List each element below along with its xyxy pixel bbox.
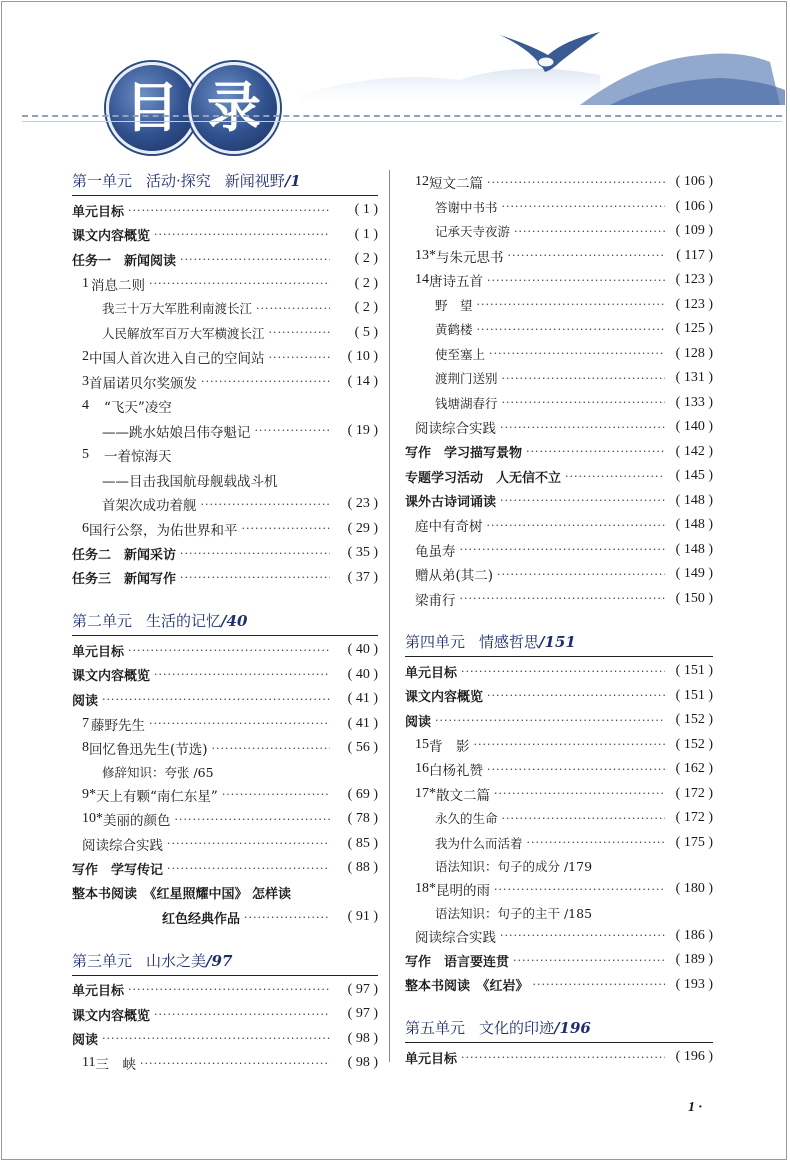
toc-leader-dots [487, 176, 665, 189]
toc-entry[interactable] [72, 663, 378, 688]
toc-entry[interactable] [405, 1045, 713, 1070]
toc-entry[interactable] [405, 219, 713, 244]
toc-entry[interactable] [72, 638, 378, 663]
toc-entry-title: 美丽的颜色 [103, 813, 171, 830]
toc-entry-page: ( 106 ) [675, 198, 713, 214]
toc-entry[interactable] [72, 198, 378, 223]
toc-entry-page: ( 123 ) [675, 272, 713, 288]
toc-entry-title: 中国人首次进入自己的空间站 [89, 351, 265, 368]
toc-entry-title: 国行公祭，为佑世界和平 [89, 522, 238, 539]
toc-entry-page: ( 142 ) [675, 443, 713, 459]
toc-entry-number: 14 [415, 272, 429, 288]
toc-entry-title: 单元目标 [72, 984, 125, 1000]
toc-leader-dots [487, 519, 666, 532]
toc-entry-title: 我三十万大军胜利南渡长江 [102, 301, 253, 317]
toc-entry-page: ( 148 ) [675, 517, 713, 533]
unit-label: 第二单元 [72, 612, 133, 630]
toc-leader-dots [489, 347, 665, 360]
toc-leader-dots [167, 837, 330, 850]
toc-leader-dots [242, 522, 331, 535]
toc-entry[interactable] [405, 464, 713, 489]
toc-entry-title: 阅读 [72, 1033, 99, 1049]
toc-leader-dots [255, 424, 331, 437]
unit-heading [405, 1017, 713, 1043]
toc-leader-dots [154, 668, 330, 681]
toc-entry-title: 阅读 [72, 693, 99, 709]
toc-entry-title: 消息二则 [91, 277, 146, 294]
unit-label: 第四单元 [405, 633, 466, 651]
toc-entry[interactable] [72, 272, 378, 297]
header-rule [22, 121, 782, 122]
toc-entry-title: 阅读综合实践 [82, 837, 163, 854]
toc-entry-title: 写作 语言要连贯 [405, 954, 510, 970]
toc-entry-page: ( 106 ) [675, 174, 713, 190]
toc-leader-dots [128, 204, 330, 217]
toc-entry[interactable] [405, 244, 713, 269]
toc-leader-dots [565, 470, 665, 483]
toc-leader-dots [460, 592, 666, 605]
toc-entry-page: ( 186 ) [675, 927, 713, 943]
toc-leader-dots [508, 249, 666, 262]
toc-leader-dots [175, 813, 331, 826]
title-char-lu: 录 [188, 62, 280, 154]
toc-leader-dots [435, 714, 665, 727]
toc-entry-page: ( 180 ) [675, 881, 713, 897]
toc-entry[interactable] [72, 566, 378, 591]
toc-entry-page: ( 1 ) [354, 202, 378, 218]
toc-entry[interactable] [405, 342, 713, 367]
toc-entry[interactable] [72, 394, 378, 419]
toc-entry-page: ( 35 ) [347, 545, 378, 561]
toc-entry-page: ( 41 ) [347, 691, 378, 707]
toc-leader-dots [180, 547, 330, 560]
toc-entry-page: ( 41 ) [347, 715, 378, 731]
page-number: 1 · [688, 1100, 702, 1115]
toc-entry-page: ( 97 ) [347, 1006, 378, 1022]
toc-entry-page: ( 40 ) [347, 642, 378, 658]
toc-entry-page: ( 2 ) [354, 251, 378, 267]
toc-entry[interactable] [405, 733, 713, 758]
toc-leader-dots [256, 302, 330, 315]
toc-entry[interactable] [405, 708, 713, 733]
toc-entry-title: “飞天”凌空 [104, 400, 172, 417]
toc-leader-dots [460, 543, 666, 556]
toc-entry-page: ( 88 ) [347, 860, 378, 876]
header-dashed-line [22, 115, 782, 117]
toc-entry-title: 永久的生命 [435, 811, 498, 827]
toc-entry-title: 记承天寺夜游 [435, 224, 511, 240]
toc-entry-number: 2 [82, 349, 89, 365]
toc-entry-title: 整本书阅读 《红岩》 [405, 979, 529, 995]
toc-entry-title: 阅读综合实践 [415, 421, 496, 438]
toc-entry-title: 单元目标 [72, 644, 125, 660]
toc-entry[interactable] [72, 492, 378, 517]
toc-entry-title: 阅读 [405, 714, 432, 730]
toc-leader-dots [477, 323, 665, 336]
toc-entry-page: ( 1 ) [354, 226, 378, 242]
header-banner [0, 0, 790, 160]
toc-entry[interactable] [72, 712, 378, 737]
unit-topic: 生活的记忆 [146, 612, 222, 630]
toc-entry-page: ( 145 ) [675, 468, 713, 484]
toc-leader-dots [167, 862, 330, 875]
toc-entry[interactable] [72, 541, 378, 566]
toc-entry-page: ( 69 ) [347, 786, 378, 802]
toc-entry-number: 4 [82, 398, 89, 414]
toc-leader-dots [526, 445, 665, 458]
toc-entry-title: 赠从弟(其二) [415, 568, 494, 585]
toc-entry-title: 课文内容概览 [405, 690, 484, 706]
toc-entry-page: ( 85 ) [347, 835, 378, 851]
toc-leader-dots [502, 396, 665, 409]
toc-leader-dots [487, 763, 665, 776]
toc-entry-page: ( 5 ) [354, 324, 378, 340]
toc-entry-title: 课文内容概览 [72, 229, 151, 245]
toc-entry[interactable] [405, 782, 713, 807]
toc-entry-page: ( 152 ) [675, 736, 713, 752]
toc-leader-dots [180, 571, 330, 584]
toc-entry[interactable] [72, 687, 378, 712]
toc-entry[interactable] [72, 978, 378, 1003]
toc-entry[interactable] [72, 296, 378, 321]
toc-entry-page: ( 140 ) [675, 419, 713, 435]
unit-page: /196 [554, 1019, 591, 1037]
toc-leader-dots [500, 421, 665, 434]
toc-entry[interactable] [405, 170, 713, 195]
toc-leader-dots [502, 200, 665, 213]
toc-entry-page: ( 131 ) [675, 370, 713, 386]
toc-entry-title: 与朱元思书 [436, 249, 504, 266]
toc-entry[interactable] [72, 783, 378, 808]
toc-entry-title: 单元目标 [72, 204, 125, 220]
toc-entry[interactable] [405, 924, 713, 949]
toc-entry[interactable] [405, 366, 713, 391]
toc-entry[interactable] [405, 659, 713, 684]
unit-label: 第五单元 [405, 1019, 466, 1037]
toc-entry-page: ( 56 ) [347, 740, 378, 756]
toc-leader-dots [180, 253, 330, 266]
toc-entry-page: ( 148 ) [675, 492, 713, 508]
toc-entry-title: 三 峡 [95, 1057, 136, 1074]
toc-entry[interactable] [405, 415, 713, 440]
toc-leader-dots [474, 738, 666, 751]
toc-entry-title: 散文二篇 [436, 787, 490, 804]
toc-entry[interactable] [72, 1002, 378, 1027]
toc-entry-title: 任务三 新闻写作 [72, 572, 177, 588]
toc-entry-number: 16 [415, 761, 429, 777]
toc-entry-title: 一着惊海天 [104, 449, 172, 466]
toc-entry-page: ( 78 ) [347, 811, 378, 827]
toc-leader-dots [461, 665, 665, 678]
toc-entry-page: ( 91 ) [347, 909, 378, 925]
toc-entry[interactable] [72, 832, 378, 857]
toc-entry-page: ( 133 ) [675, 394, 713, 410]
unit-heading [72, 950, 378, 976]
toc-entry-title: 回忆鲁迅先生(节选) [89, 742, 208, 759]
toc-entry-title: 白杨礼赞 [429, 763, 483, 780]
toc-leader-dots [477, 298, 665, 311]
toc-leader-dots [487, 274, 665, 287]
toc-entry-page: ( 125 ) [675, 321, 713, 337]
toc-entry[interactable] [72, 807, 378, 832]
toc-entry[interactable] [405, 684, 713, 709]
toc-entry-title: ——目击我国航母舰载战斗机 [102, 473, 278, 490]
toc-entry-page: ( 193 ) [675, 976, 713, 992]
toc-leader-dots [500, 929, 665, 942]
toc-entry-page: ( 10 ) [347, 349, 378, 365]
toc-entry[interactable] [405, 391, 713, 416]
toc-entry[interactable] [405, 587, 713, 612]
toc-entry[interactable] [72, 345, 378, 370]
toc-entry-page: ( 162 ) [675, 761, 713, 777]
toc-leader-dots [500, 494, 665, 507]
toc-leader-dots [102, 1032, 330, 1045]
toc-entry[interactable] [72, 443, 378, 468]
toc-entry-page: ( 40 ) [347, 666, 378, 682]
toc-entry-title: 人民解放军百万大军横渡长江 [102, 325, 265, 341]
toc-leader-dots [154, 228, 330, 241]
toc-leader-dots [149, 277, 330, 290]
toc-leader-dots [269, 351, 331, 364]
toc-entry-page: ( 98 ) [347, 1030, 378, 1046]
toc-right-column [405, 170, 713, 1070]
unit-heading [72, 170, 378, 196]
toc-entry-page: ( 175 ) [675, 834, 713, 850]
toc-entry-page: ( 172 ) [675, 785, 713, 801]
toc-entry-number: 11 [82, 1055, 96, 1071]
toc-entry-title: 我为什么而活着 [435, 835, 523, 851]
toc-leader-dots [513, 954, 665, 967]
toc-left-column [72, 170, 378, 1076]
toc-entry-title: 单元目标 [405, 665, 458, 681]
toc-entry-number: 12 [415, 174, 429, 190]
toc-leader-dots [222, 788, 330, 801]
toc-entry-page: ( 2 ) [354, 275, 378, 291]
toc-entry-title: 渡荆门送别 [435, 371, 498, 387]
toc-entry[interactable] [72, 856, 378, 881]
toc-entry-number: 5 [82, 447, 89, 463]
toc-entry-page: ( 19 ) [347, 422, 378, 438]
toc-entry-page: ( 123 ) [675, 296, 713, 312]
toc-entry-title: 语法知识：句子的成分 /179 [435, 859, 593, 874]
toc-entry-number: 1 [82, 275, 89, 291]
toc-entry-page: ( 128 ) [675, 345, 713, 361]
toc-entry-title: 首架次成功着舰 [102, 498, 197, 515]
toc-entry-title: 语法知识：句子的主干 /185 [435, 905, 593, 921]
toc-entry[interactable] [72, 419, 378, 444]
toc-leader-dots [269, 326, 330, 339]
toc-entry[interactable] [405, 489, 713, 514]
toc-leader-dots [502, 372, 665, 385]
toc-entry-title: 庭中有奇树 [415, 519, 483, 536]
toc-entry-title: 专题学习活动 人无信不立 [405, 470, 562, 486]
unit-heading [72, 610, 378, 636]
column-divider [389, 170, 390, 1062]
toc-leader-dots [533, 978, 665, 991]
toc-entry-title: 钱塘湖春行 [435, 395, 498, 411]
unit-heading [405, 631, 713, 657]
toc-entry[interactable] [405, 973, 713, 998]
toc-entry-number: 9* [82, 786, 96, 802]
toc-entry-number: 10* [82, 811, 103, 827]
toc-entry[interactable] [405, 513, 713, 538]
toc-entry-title: 天上有颗“南仁东星” [96, 788, 218, 805]
toc-leader-dots [461, 1051, 665, 1064]
toc-entry[interactable] [405, 268, 713, 293]
unit-page: /151 [539, 633, 576, 651]
toc-entry-number: 8 [82, 740, 89, 756]
toc-leader-dots [244, 911, 330, 924]
toc-leader-dots [487, 689, 665, 702]
unit-topic: 情感哲思 [479, 633, 540, 651]
toc-entry-page: ( 109 ) [675, 223, 713, 239]
toc-leader-dots [149, 717, 330, 730]
toc-entry[interactable] [72, 247, 378, 272]
toc-entry-page: ( 172 ) [675, 810, 713, 826]
toc-entry-page: ( 196 ) [675, 1049, 713, 1065]
toc-leader-dots [497, 568, 665, 581]
toc-entry-title: 龟虽寿 [415, 543, 456, 560]
toc-entry-title: 单元目标 [405, 1051, 458, 1067]
toc-entry-title: 阅读综合实践 [415, 929, 496, 946]
toc-entry[interactable] [72, 1027, 378, 1052]
toc-entry-page: ( 14 ) [347, 373, 378, 389]
toc-entry-page: ( 149 ) [675, 566, 713, 582]
toc-entry[interactable] [72, 223, 378, 248]
toc-entry-page: ( 97 ) [347, 981, 378, 997]
toc-entry-title: 梁甫行 [415, 592, 456, 609]
toc-entry-title: 答谢中书书 [435, 199, 498, 215]
toc-entry-title: 使至塞上 [435, 346, 486, 362]
toc-leader-dots [154, 1008, 330, 1021]
toc-entry[interactable] [72, 905, 378, 930]
unit-page: /1 [284, 172, 301, 190]
toc-entry-number: 15 [415, 736, 429, 752]
toc-entry-title: 黄鹤楼 [435, 322, 473, 338]
toc-entry-title: 课外古诗词诵读 [405, 495, 497, 511]
unit-theme: 活动·探究 [146, 172, 211, 190]
toc-leader-dots [494, 883, 665, 896]
unit-label: 第一单元 [72, 172, 133, 190]
toc-entry-title: 修辞知识：夸张 /65 [102, 764, 214, 780]
toc-entry-page: ( 29 ) [347, 520, 378, 536]
toc-entry[interactable] [72, 517, 378, 542]
toc-entry[interactable] [405, 562, 713, 587]
toc-entry-page: ( 148 ) [675, 541, 713, 557]
toc-entry-title: 课文内容概览 [72, 1008, 151, 1024]
toc-entry-title: 红色经典作品 [162, 911, 241, 927]
toc-entry-page: ( 151 ) [675, 687, 713, 703]
toc-entry-number: 18* [415, 881, 436, 897]
unit-page: /40 [221, 612, 248, 630]
toc-entry-number: 3 [82, 373, 89, 389]
toc-entry-page: ( 2 ) [354, 300, 378, 316]
toc-entry-page: ( 152 ) [675, 712, 713, 728]
unit-topic: 新闻视野 [224, 172, 285, 190]
toc-entry[interactable] [405, 948, 713, 973]
toc-note [405, 902, 713, 924]
toc-leader-dots [128, 644, 330, 657]
toc-entry-title: 背 影 [429, 738, 470, 755]
toc-entry[interactable] [72, 370, 378, 395]
toc-entry-page: ( 151 ) [675, 663, 713, 679]
toc-entry-number: 7 [82, 715, 89, 731]
toc-note [72, 761, 378, 783]
title-char-mu: 目 [106, 62, 198, 154]
toc-entry-title: 昆明的雨 [436, 883, 490, 900]
toc-entry-page: ( 23 ) [347, 496, 378, 512]
unit-topic: 山水之美 [146, 951, 207, 970]
toc-leader-dots [102, 693, 330, 706]
toc-leader-dots [128, 983, 330, 996]
toc-entry[interactable] [405, 440, 713, 465]
toc-entry-page: ( 98 ) [347, 1055, 378, 1071]
toc-entry[interactable] [405, 293, 713, 318]
toc-entry[interactable] [405, 806, 713, 831]
toc-entry[interactable] [72, 736, 378, 761]
toc-leader-dots [502, 812, 665, 825]
toc-entry[interactable] [405, 831, 713, 856]
toc-note [405, 855, 713, 877]
toc-entry[interactable] [405, 195, 713, 220]
toc-entry-title: 野 望 [435, 297, 473, 313]
toc-leader-dots [212, 742, 330, 755]
unit-label: 第三单元 [72, 951, 133, 970]
toc-entry[interactable] [72, 468, 378, 493]
toc-entry-page: ( 117 ) [676, 247, 713, 263]
toc-entry-title: 藤野先生 [91, 717, 146, 734]
toc-entry[interactable] [405, 877, 713, 902]
toc-entry-number: 6 [82, 520, 89, 536]
toc-entry-title: 课文内容概览 [72, 669, 151, 685]
toc-entry-number: 13* [415, 247, 436, 263]
toc-entry-page: ( 37 ) [347, 569, 378, 585]
toc-leader-dots [201, 498, 331, 511]
toc-entry[interactable] [72, 321, 378, 346]
toc-entry-title: 任务二 新闻采访 [72, 547, 177, 563]
toc-entry-title: 写作 学习描写景物 [405, 446, 523, 462]
toc-entry[interactable] [405, 317, 713, 342]
toc-entry-number: 17* [415, 785, 436, 801]
unit-page: /97 [206, 951, 233, 970]
toc-entry-title: 任务一 新闻阅读 [72, 253, 177, 269]
toc-entry-page: ( 189 ) [675, 952, 713, 968]
toc-entry-title: 首届诺贝尔奖颁发 [89, 375, 197, 392]
toc-entry-title: ——跳水姑娘吕伟夺魁记 [102, 424, 251, 441]
toc-entry-title: 整本书阅读 《红星照耀中国》 怎样读 [72, 887, 292, 903]
toc-leader-dots [140, 1057, 330, 1070]
toc-leader-dots [514, 225, 665, 238]
toc-leader-dots [527, 836, 665, 849]
toc-entry-title: 写作 学写传记 [72, 862, 164, 878]
toc-entry[interactable] [405, 538, 713, 563]
toc-entry-title: 短文二篇 [429, 176, 483, 193]
toc-entry[interactable] [72, 1051, 378, 1076]
toc-leader-dots [201, 375, 330, 388]
toc-entry[interactable] [72, 881, 378, 906]
toc-entry[interactable] [405, 757, 713, 782]
toc-entry-title: 唐诗五首 [429, 274, 483, 291]
unit-topic: 文化的印迹 [479, 1019, 555, 1037]
toc-entry-page: ( 150 ) [675, 590, 713, 606]
toc-leader-dots [494, 787, 665, 800]
